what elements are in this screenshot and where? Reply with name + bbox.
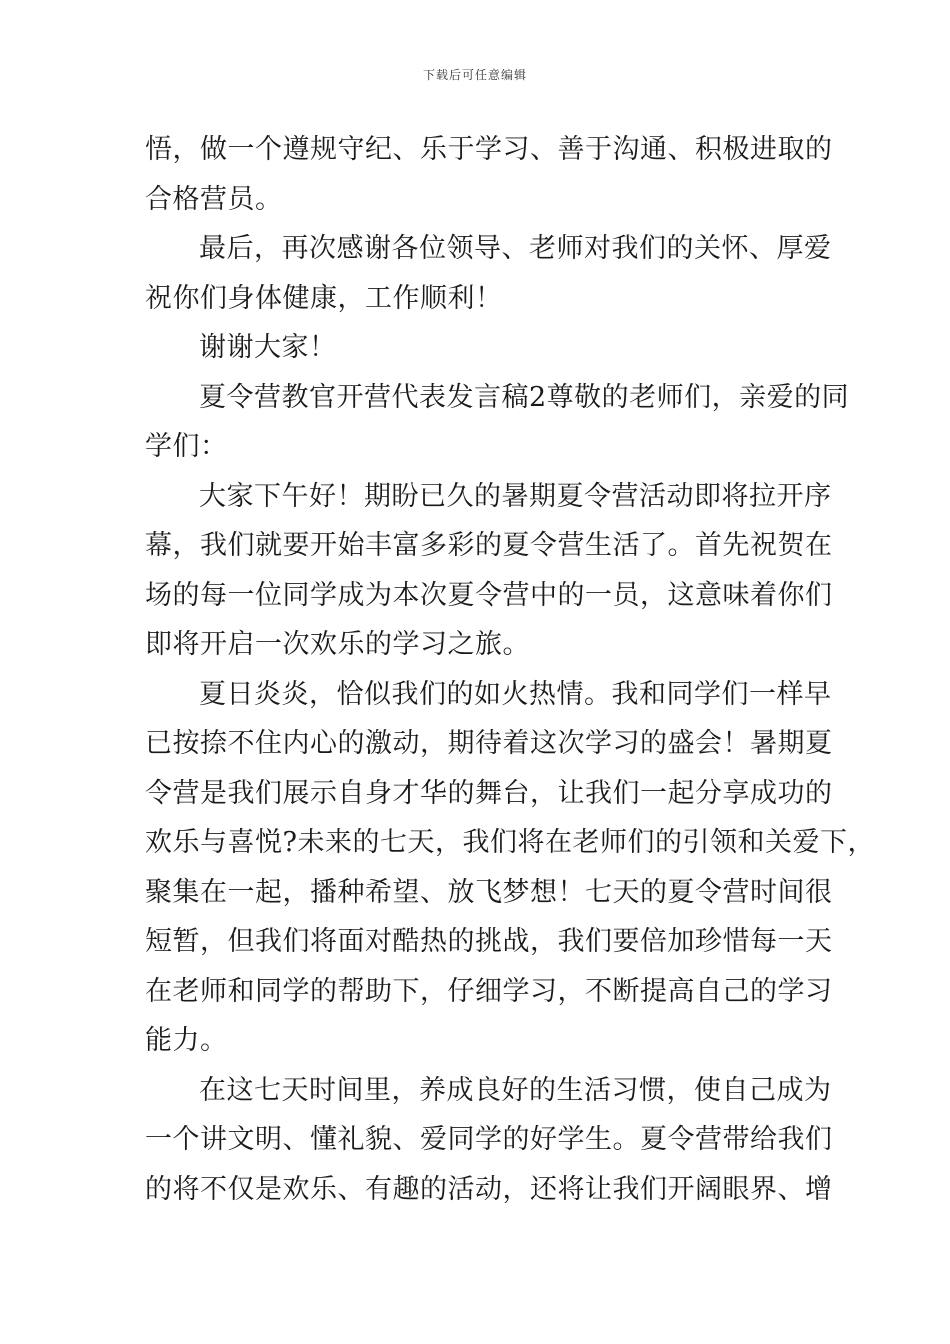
text-line: 令营是我们展示自身才华的舞台，让我们一起分享成功的 xyxy=(145,777,833,809)
text-line: 聚集在一起，播种希望、放飞梦想！七天的夏令营时间很 xyxy=(145,876,833,908)
document-body xyxy=(145,125,875,1214)
text-line: 最后，再次感谢各位领导、老师对我们的关怀、厚爱 xyxy=(199,233,832,264)
text-line: 在这七天时间里，养成良好的生活习惯，使自己成为 xyxy=(199,1074,832,1106)
text-line: 场的每一位同学成为本次夏令营中的一员，这意味着你们 xyxy=(145,579,833,611)
text-line: 合格营员。 xyxy=(145,183,283,215)
page-header: 下载后可任意编辑 xyxy=(422,68,527,82)
text-line: 一个讲文明、懂礼貌、爱同学的好学生。夏令营带给我们 xyxy=(145,1124,833,1155)
text-line: 已按捺不住内心的激动，期待着这次学习的盛会！暑期夏 xyxy=(145,728,833,759)
text-line: 在老师和同学的帮助下，仔细学习，不断提高自己的学习 xyxy=(145,975,833,1007)
text-line: 学们： xyxy=(145,431,228,462)
text-line: 祝你们身体健康，工作顺利！ xyxy=(145,282,503,314)
text-line: 能力。 xyxy=(145,1025,228,1056)
text-line: 短暂，但我们将面对酷热的挑战，我们要倍加珍惜每一天 xyxy=(145,926,833,957)
text-line: 悟，做一个遵规守纪、乐于学习、善于沟通、积极进取的 xyxy=(145,134,833,165)
text-line: 谢谢大家！ xyxy=(199,332,337,363)
text-line: 幕，我们就要开始丰富多彩的夏令营生活了。首先祝贺在 xyxy=(145,530,833,561)
text-line: 即将开启一次欢乐的学习之旅。 xyxy=(145,629,530,660)
text-line: 的将不仅是欢乐、有趣的活动，还将让我们开阔眼界、增 xyxy=(145,1173,833,1205)
text-line: 大家下午好！期盼已久的暑期夏令营活动即将拉开序 xyxy=(199,480,832,512)
text-line: 夏令营教官开营代表发言稿2尊敬的老师们，亲爱的同 xyxy=(199,381,850,413)
text-line: 欢乐与喜悦?未来的七天，我们将在老师们的引领和关爱下， xyxy=(145,827,875,858)
text-line: 夏日炎炎，恰似我们的如火热情。我和同学们一样早 xyxy=(199,678,832,710)
